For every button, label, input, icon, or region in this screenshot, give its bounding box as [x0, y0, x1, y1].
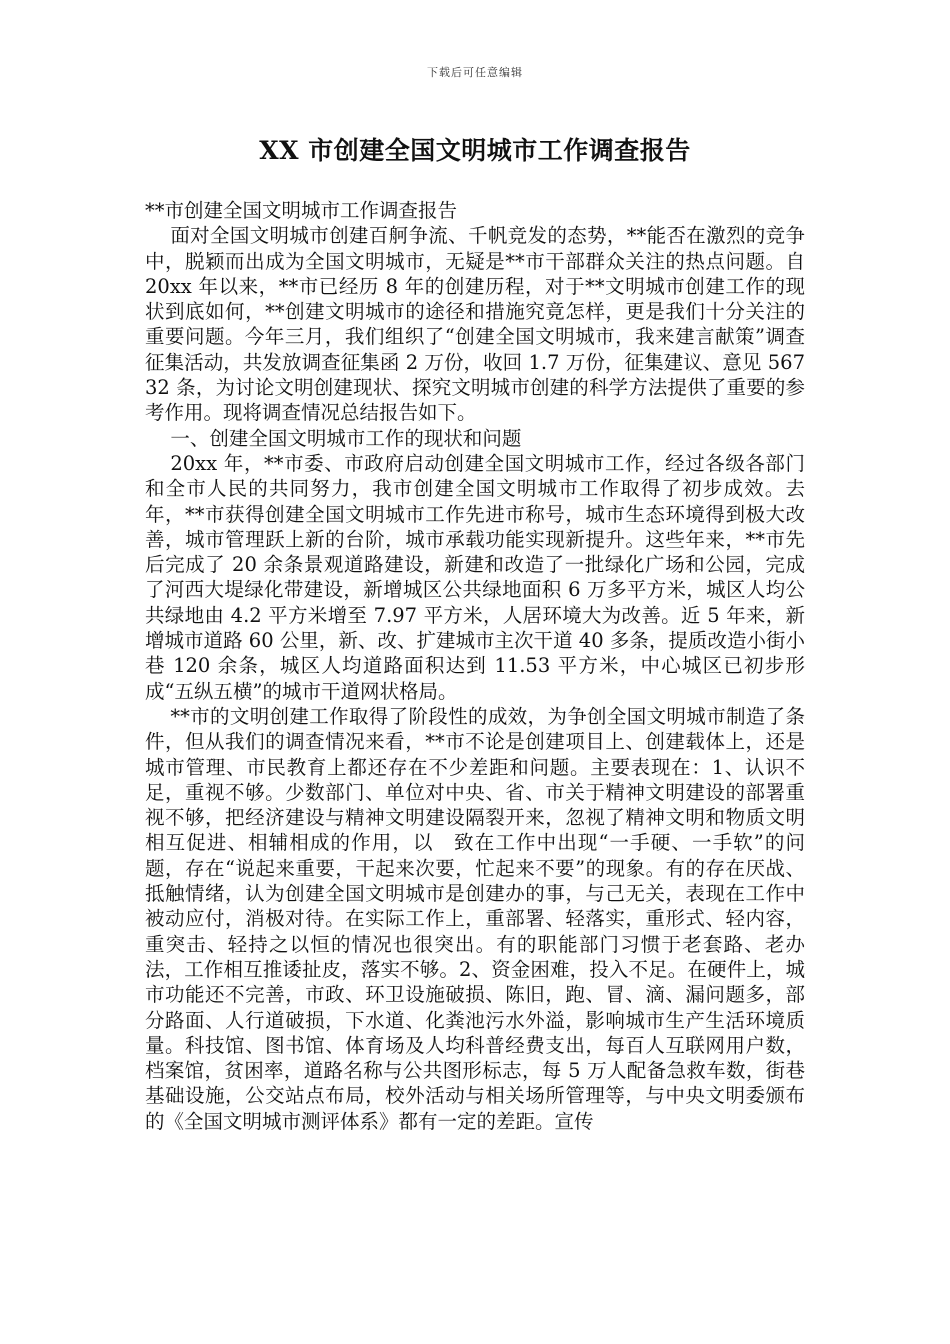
paragraph-problems: **市的文明创建工作取得了阶段性的成效，为争创全国文明城市制造了条件，但从我们的调查情况来看，**市不论是创建项目上、创建载体上，还是城市管理、市民教育上都还存在不少差距和问题。主要表现在：1、认识不足，重视不够。少数部门、单位对中央、省、市关于精神文明建设的部署重视不够，把经济建设与精神文明建设隔裂开来，忽视了精神文明和物质文明相互促进、相辅相成的作用，以 致在工作中出现“一手硬、一手软”的问题，存在“说起来重要，干起来次要，忙起来不要”的现象。有的存在厌战、抵触情绪，认为创建全国文明城市是创建办的事，与己无关，表现在工作中被动应付，消极对待。在实际工作上，重部署、轻落实，重形式、轻内容，重突击、轻持之以恒的情况也很突出。有的职能部门习惯于老套路、老办法，工作相互推诿扯皮，落实不够。2、资金困难，投入不足。在硬件上，城市功能还不完善，市政、环卫设施破损、陈旧，跑、冒、滴、漏问题多，部分路面、人行道破损，下水道、化粪池污水外溢，影响城市生产生活环境质量。科技馆、图书馆、体育场及人均科普经费支出，每百人互联网用户数，档案馆，贫困率，道路名称与公共图形标志，每 5 万人配备急救车数，街巷基础设施，公交站点布局，校外活动与相关场所管理等，与中央文明委颁布的《全国文明城市测评体系》都有一定的差距。宣传: [145, 704, 805, 1133]
document-title: XX 市创建全国文明城市工作调查报告: [259, 136, 691, 165]
section-heading-1: 一、创建全国文明城市工作的现状和问题: [170, 426, 522, 450]
paragraph-intro: 面对全国文明城市创建百舸争流、千帆竞发的态势，**能否在激烈的竞争中，脱颖而出成为全国文明城市，无疑是**市干部群众关注的热点问题。自 20xx 年以来，**市已经历 8 年的创建历程，对于**文明城市创建工作的现状到底如何，**创建文明城市的途径和措施究竟怎样，更是我们十分关注的重要问题。今年三月，我们组织了“创建全国文明城市，我来建言献策”调查征集活动，共发放调查征集函 2 万份，收回 1.7 万份，征集建议、意见 56732 条，为讨论文明创建现状、探究文明城市创建的科学方法提供了重要的参考作用。现将调查情况总结报告如下。: [145, 224, 805, 425]
header-note: 下载后可任意编辑: [427, 66, 523, 79]
paragraph-subtitle: **市创建全国文明城市工作调查报告: [145, 199, 458, 222]
document-body: [145, 198, 805, 1134]
paragraph-achievements: 20xx 年，**市委、市政府启动创建全国文明城市工作，经过各级各部门和全市人民的共同努力，我市创建全国文明城市工作取得了初步成效。去年，**市获得创建全国文明城市工作先进市称号，城市生态环境得到极大改善，城市管理跃上新的台阶，城市承载功能实现新提升。这些年来，**市先后完成了 20 余条景观道路建设，新建和改造了一批绿化广场和公园，完成了河西大堤绿化带建设，新增城区公共绿地面积 6 万多平方米，城区人均公共绿地由 4.2 平方米增至 7.97 平方米，人居环境大为改善。近 5 年来，新增城市道路 60 公里，新、改、扩建城市主次干道 40 多条，提质改造小街小巷 120 余条，城区人均道路面积达到 11.53 平方米，中心城区已初步形成“五纵五横”的城市干道网状格局。: [145, 451, 805, 703]
